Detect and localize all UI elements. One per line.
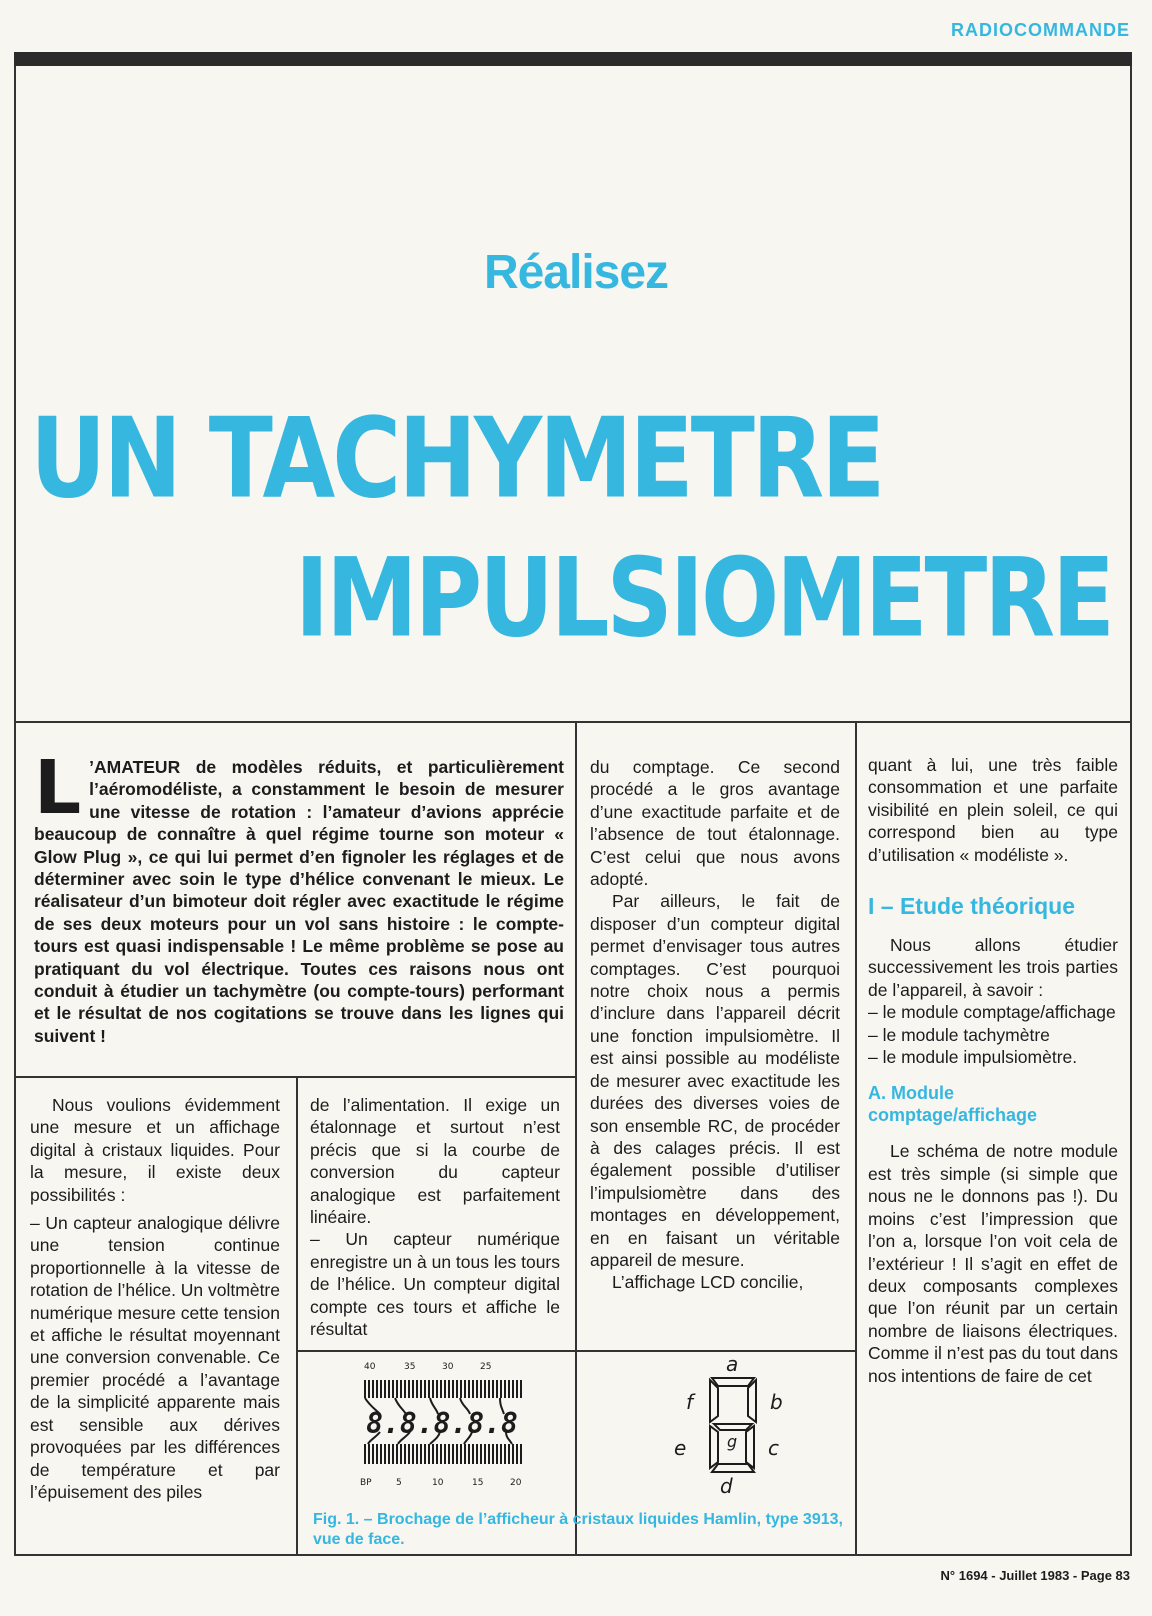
column-1 xyxy=(30,1094,280,1503)
paragraph: Par ailleurs, le fait de disposer d’un compteur digital permet d’envisager tous autres comptages. C’est pourquoi notre choix nous a permis d’inclure dans l’appareil décrit une fonction impulsiomètre. Il est ainsi possible au modéliste de mesurer avec exactitude les durées des diverses voies de son ensemble RC, de procéder à des calages précis. Il est également possible d’utiliser l’impulsiomètre dans des montages en développement, en en faisant un véritable appareil de mesure. xyxy=(590,891,840,1270)
list-item: – le module tachymètre xyxy=(868,1024,1050,1045)
segment-label-d: d xyxy=(720,1474,733,1498)
paragraph: Nous voulions évidemment une mesure et un affichage digital à cristaux liquides. Pour la mesure, il existe deux possibilités : xyxy=(30,1095,280,1205)
pin-number: 10 xyxy=(432,1478,444,1488)
segment-label-g: g xyxy=(727,1432,738,1451)
list-item: – le module comptage/affichage xyxy=(868,1002,1116,1023)
lcd-pin-diagram xyxy=(360,1376,535,1476)
pin-number: 20 xyxy=(510,1478,522,1488)
divider xyxy=(296,1350,298,1556)
paragraph: – Un capteur analogique délivre une tension continue proportionnelle à la vitesse de rotation de l’hélice. Un voltmètre numérique mesure cette tension et affiche le résultat moyennant une conversion convenable. Ce premier procédé a l’avantage de la simplicité apparente mais est sensible aux dérives provoquées par les différences de température et par l’épuisement des piles xyxy=(30,1213,280,1502)
top-bar xyxy=(14,52,1132,66)
pin-number: 30 xyxy=(442,1362,454,1372)
segment-label-b: b xyxy=(770,1390,783,1414)
divider xyxy=(14,1076,575,1078)
column-4 xyxy=(868,754,1118,1387)
divider xyxy=(14,721,1132,723)
subsection-heading: A. Module comptage/affichage xyxy=(868,1083,1038,1126)
page-footer: N° 1694 - Juillet 1983 - Page 83 xyxy=(940,1568,1130,1583)
paragraph: L’affichage LCD concilie, xyxy=(612,1272,804,1293)
lcd-digits: 8.8.8.8.8 xyxy=(366,1407,518,1440)
paragraph: du comptage. Ce second procédé a le gros avantage d’une exactitude parfaite et de l’absence de tout étalonnage. C’est celui que nous avons adopté. xyxy=(590,757,840,890)
pin-number: 40 xyxy=(364,1362,376,1372)
column-2 xyxy=(310,1094,560,1340)
figure-lcd-pinout xyxy=(360,1362,535,1492)
intro-text: ’AMATEUR de modèles réduits, et particulièrement l’aéromodéliste, a constamment le besoin de mesurer une vitesse de rotation : l’amateur d’avions apprécie beaucoup de connaître à quel régime tourne son moteur « Glow Plug », ce qui lui permet d’en fignoler les réglages et de déterminer avec soin le type d’hélice convenant le mieux. Le réalisateur d’un bimoteur doit régler avec exactitude le régime de ses deux moteurs pour un vol sans histoire : le compte-tours est quasi indispensable ! Le même problème se pose au pratiquant du vol électrique. Toutes ces raisons nous ont conduit à étudier un tachymètre (ou compte-tours) performant et le résultat de nos cogitations se trouve dans les lignes qui suivent ! xyxy=(34,757,564,1046)
title-line-2: IMPULSIOMETRE xyxy=(294,535,1112,662)
figure-caption: Fig. 1. – Brochage de l’afficheur à cristaux liquides Hamlin, type 3913, vue de face. xyxy=(313,1511,843,1548)
title-line-1: UN TACHYMETRE xyxy=(30,395,883,524)
paragraph: Le schéma de notre module est très simple (si simple que nous ne le donnons pas !). Du moins c’est l’impression que l’on a, lorsque l’on voit cela de l’extérieur ! Il s’agit en effet de deux composants complexes que l’on réunit par un certain nombre de liaisons électriques. Comme il n’est pas du tout dans nos intentions de faire de cet xyxy=(868,1141,1118,1386)
figure-seven-segment xyxy=(670,1352,800,1502)
paragraph: Nous allons étudier successivement les trois parties de l’appareil, à savoir : xyxy=(868,935,1118,1000)
divider xyxy=(296,1076,298,1350)
pretitle: Réalisez xyxy=(483,246,669,299)
pin-number: 35 xyxy=(404,1362,416,1372)
pin-number: 25 xyxy=(480,1362,492,1372)
divider xyxy=(855,721,857,1556)
paragraph: de l’alimentation. Il exige un étalonnage et surtout n’est précis que si la courbe de conversion du capteur analogique est parfaitement linéaire. xyxy=(310,1095,560,1228)
pin-number: BP xyxy=(360,1478,372,1488)
column-3 xyxy=(590,756,840,1294)
section-label: RADIOCOMMANDE xyxy=(951,20,1130,40)
divider xyxy=(575,721,577,1556)
drop-cap: L xyxy=(34,745,82,831)
segment-label-c: c xyxy=(768,1436,779,1460)
segment-label-a: a xyxy=(726,1352,739,1376)
section-heading: I – Etude théorique xyxy=(868,893,1076,920)
segment-label-f: f xyxy=(686,1390,694,1414)
pin-number: 5 xyxy=(396,1478,402,1488)
segment-label-e: e xyxy=(674,1436,687,1460)
list-item: – le module impulsiomètre. xyxy=(868,1047,1078,1068)
intro-paragraph xyxy=(34,745,564,1047)
paragraph: quant à lui, une très faible consommation et une parfaite visibilité en plein soleil, ce qui correspond bien au type d’utilisation « modéliste ». xyxy=(868,755,1118,865)
pin-number: 15 xyxy=(472,1478,484,1488)
paragraph: – Un capteur numérique enregistre un à un tous les tours de l’hélice. Un compteur digital compte ces tours et affiche le résultat xyxy=(310,1229,561,1340)
